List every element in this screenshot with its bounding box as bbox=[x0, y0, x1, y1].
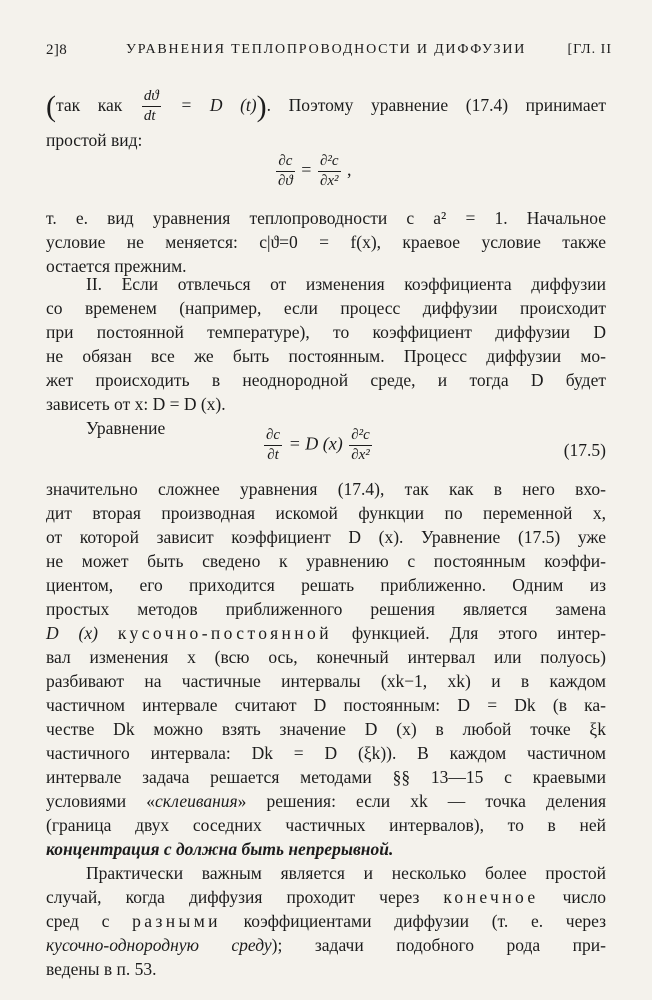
display-equation-2 bbox=[262, 428, 374, 463]
paren-close: ) bbox=[256, 89, 267, 123]
equation-number: (17.5) bbox=[563, 440, 606, 460]
text-line bbox=[46, 621, 606, 645]
running-title: УРАВНЕНИЯ ТЕПЛОПРОВОДНОСТИ И ДИФФУЗИИ bbox=[126, 42, 527, 57]
text-line: частичного интервала: Dk = D (ξk)). В каждом частичном bbox=[46, 743, 606, 763]
text-line: вал изменения x (всю ось, конечный интервал или полуось) bbox=[46, 647, 606, 667]
spaced-emphasis: разными bbox=[132, 911, 221, 931]
text-line: не может быть сведено к уравнению с постоянным коэффи- bbox=[46, 551, 606, 571]
page-number: 2]8 bbox=[46, 42, 68, 58]
text-run: число bbox=[562, 887, 607, 907]
text-line bbox=[46, 789, 606, 813]
text-line: частичном интервале считают D постоянным: D = Dk (в ка- bbox=[46, 695, 606, 715]
text-line bbox=[46, 88, 607, 125]
running-header bbox=[46, 42, 612, 64]
frac-num: dϑ bbox=[142, 89, 161, 107]
fraction-dtheta-dt bbox=[142, 89, 161, 124]
text-line: при постоянной температуре), то коэффициент диффузии D bbox=[46, 322, 606, 342]
frac-den: ∂ϑ bbox=[278, 173, 293, 189]
text-line: т. е. вид уравнения теплопроводности с a² = 1. Начальное bbox=[46, 208, 606, 228]
text-line: Уравнение bbox=[86, 418, 166, 438]
text-line: условие не меняется: c|ϑ=0 = f(x), краевое условие также bbox=[46, 232, 606, 252]
text-line: разбивают на частичные интервалы (xk−1, xk) и в каждом bbox=[46, 671, 606, 691]
fraction-left bbox=[276, 154, 295, 189]
spaced-emphasis: конечное bbox=[443, 887, 539, 907]
text-line: циентом, его приходится решать приближенно. Одним из bbox=[46, 575, 606, 595]
frac-den: dt bbox=[143, 108, 156, 125]
text-line bbox=[46, 909, 606, 933]
text-line: Практически важным является и несколько более простой bbox=[86, 863, 606, 883]
text-line: концентрация c должна быть непрерывной. bbox=[46, 839, 394, 859]
text-line: интервале задача решается методами §§ 13—15 с краевыми bbox=[46, 767, 606, 787]
equals: = bbox=[296, 159, 316, 180]
text-line: значительно сложнее уравнения (17.4), так как в него вхо- bbox=[46, 479, 606, 499]
frac-den: ∂x² bbox=[319, 173, 339, 189]
text-line: честве Dk можно взять значение D (x) в любой точке ξk bbox=[46, 719, 606, 739]
chapter-mark: [ГЛ. II bbox=[567, 42, 612, 57]
text-line bbox=[46, 885, 606, 909]
text-run: . Поэтому уравнение (17.4) принимает bbox=[266, 95, 607, 115]
text-line: (граница двух соседних частичных интервалов), то в ней bbox=[46, 815, 606, 835]
frac-num: ∂c bbox=[276, 154, 295, 172]
italic-term: склеивания bbox=[154, 791, 238, 811]
text-run: ); задачи подобного рода при- bbox=[271, 935, 606, 955]
text-run: функцией. Для этого интер- bbox=[351, 623, 607, 643]
text-line: дит вторая производная искомой функции по переменной x, bbox=[46, 503, 606, 523]
fraction-right bbox=[318, 154, 341, 189]
text-line: не обязан все же быть постоянным. Процесс диффузии мо- bbox=[46, 346, 606, 366]
text-run: так как bbox=[56, 95, 123, 115]
text-run: сред с bbox=[46, 911, 110, 931]
text-line: со временем (например, если процесс диффузии происходит bbox=[46, 298, 606, 318]
text-line: от которой зависит коэффициент D (x). Уравнение (17.5) уже bbox=[46, 527, 606, 547]
comma: , bbox=[342, 159, 352, 180]
text-line: простых методов приближенного решения является замена bbox=[46, 599, 606, 619]
text-line: простой вид: bbox=[46, 130, 143, 150]
formula-run: = D (x) bbox=[284, 433, 348, 454]
text-line: зависеть от x: D = D (x). bbox=[46, 394, 226, 414]
frac-num: ∂²c bbox=[318, 154, 341, 172]
fraction-left bbox=[264, 428, 282, 463]
text-line bbox=[46, 933, 606, 957]
fraction-right bbox=[349, 428, 372, 463]
paren-open: ( bbox=[46, 89, 56, 123]
frac-num: ∂²c bbox=[349, 428, 372, 446]
text-line: остается прежним. bbox=[46, 256, 187, 276]
frac-num: ∂c bbox=[264, 428, 282, 446]
text-run: случай, когда диффузия проходит через bbox=[46, 887, 420, 907]
formula-run: D (x) bbox=[46, 623, 98, 643]
text-line: жет происходить в неоднородной среде, и тогда D будет bbox=[46, 370, 606, 390]
text-line: II. Если отвлечься от изменения коэффициента диффузии bbox=[86, 274, 606, 294]
frac-den: ∂x² bbox=[351, 447, 370, 463]
text-run: условиями « bbox=[46, 791, 155, 811]
frac-den: ∂t bbox=[267, 447, 279, 463]
display-equation-1 bbox=[274, 154, 352, 189]
text-run: коэффициентами диффузии (т. е. через bbox=[243, 911, 606, 931]
text-line: ведены в п. 53. bbox=[46, 959, 157, 979]
text-run: » решения: если xk — точка деления bbox=[237, 791, 606, 811]
italic-term: кусочно-однородную среду bbox=[46, 935, 272, 955]
formula-run: = D (t) bbox=[162, 95, 257, 115]
spaced-emphasis: кусочно-постоянной bbox=[117, 623, 332, 643]
